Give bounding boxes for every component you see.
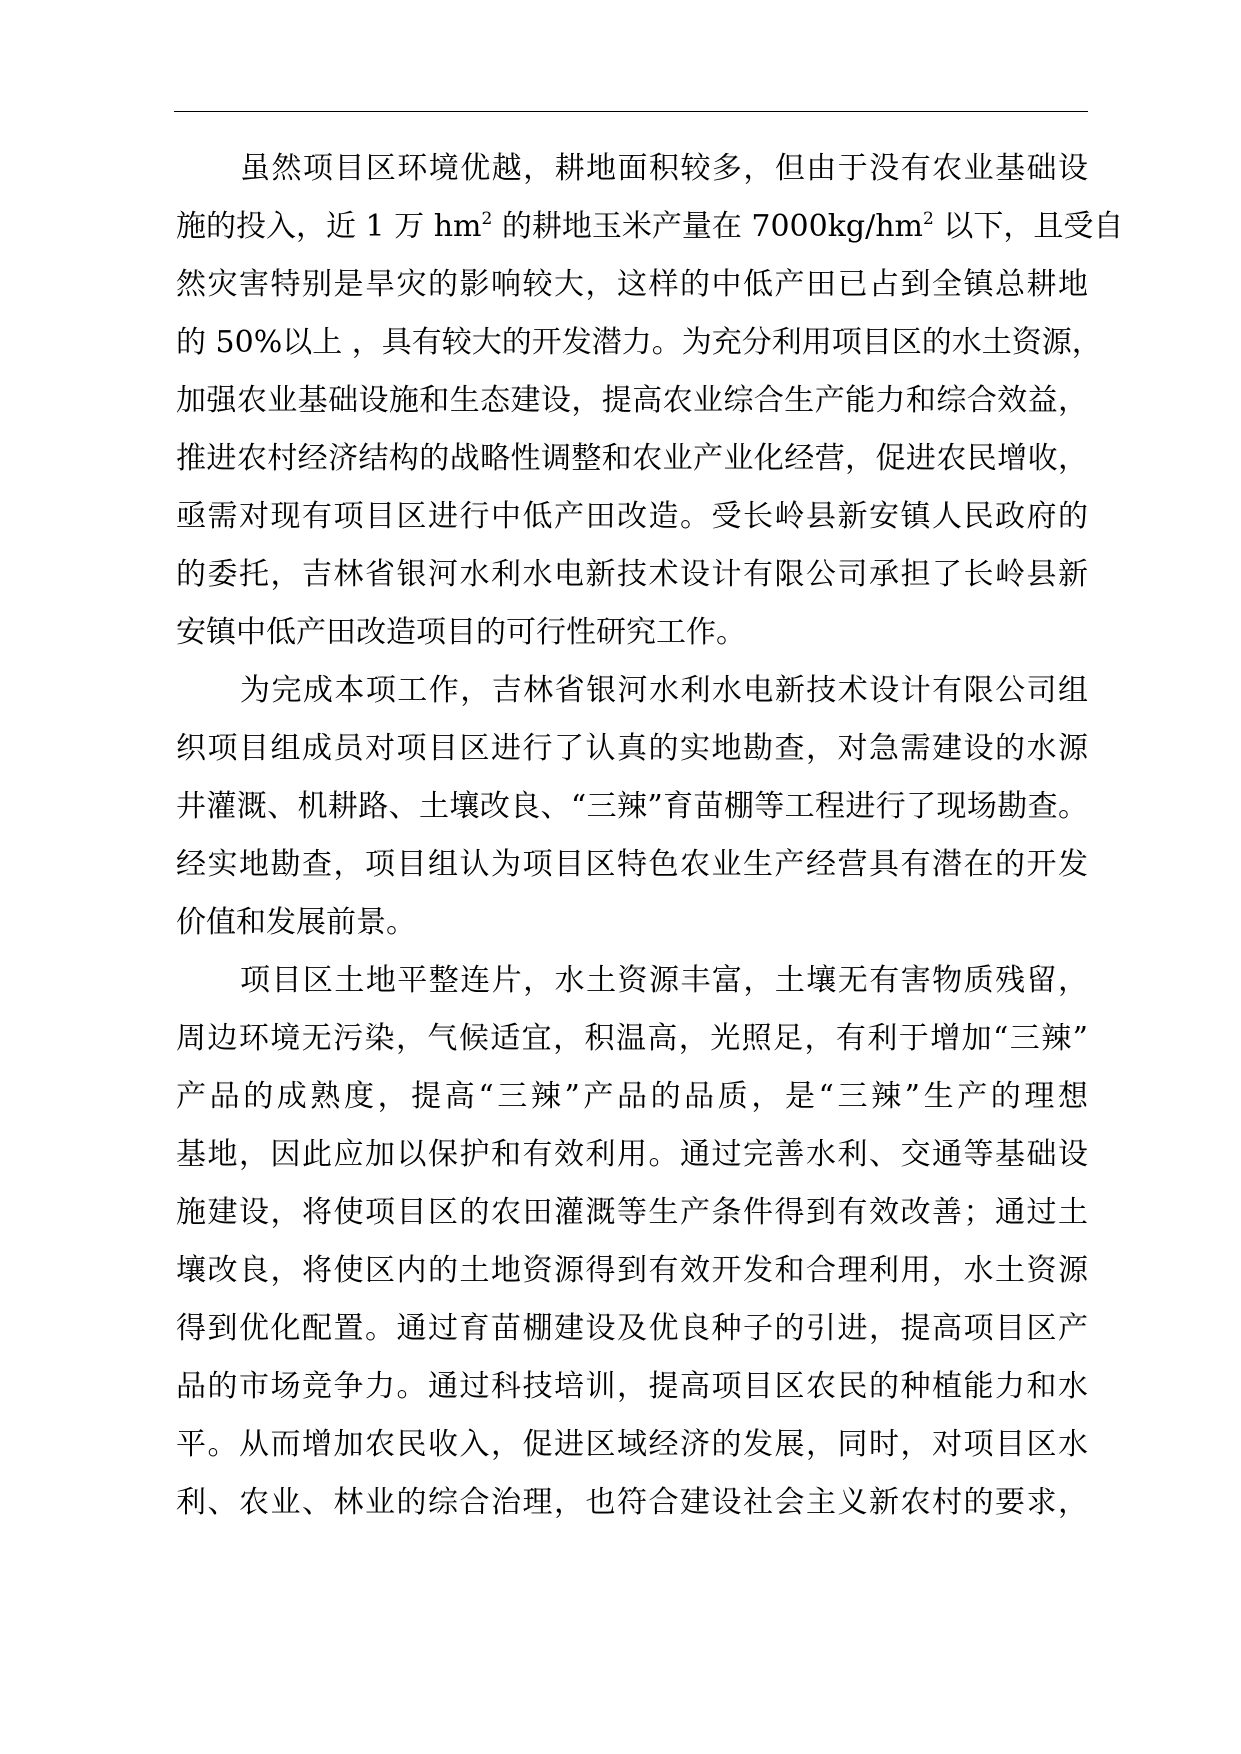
- paragraph-1-line-2: [176, 198, 1124, 256]
- paragraph-2-line-3: 井灌溉、机耕路、土壤改良、“三辣”育苗棚等工程进行了现场勘查。: [176, 789, 1088, 824]
- paragraph-1-line-7: 亟需对现有项目区进行中低产田改造。受长岭县新安镇人民政府的: [176, 499, 1088, 534]
- paragraph-1-line-3: 然灾害特别是旱灾的影响较大，这样的中低产田已占到全镇总耕地: [176, 267, 1088, 302]
- paragraph-3-line-8: 品的市场竞争力。通过科技培训，提高项目区农民的种植能力和水: [176, 1369, 1088, 1404]
- paragraph-1-line-8: 的委托，吉林省银河水利水电新技术设计有限公司承担了长岭县新: [176, 557, 1088, 592]
- paragraph-1-line-4: 的 50%以上 ，具有较大的开发潜力。为充分利用项目区的水土资源，: [176, 325, 1102, 360]
- paragraph-2-line-4: 经实地勘查，项目组认为项目区特色农业生产经营具有潜在的开发: [176, 847, 1088, 882]
- paragraph-2-line-1: 为完成本项工作，吉林省银河水利水电新技术设计有限公司组: [240, 673, 1088, 708]
- paragraph-3-line-2: 周边环境无污染，气候适宜，积温高，光照足，有利于增加“三辣”: [176, 1021, 1088, 1056]
- paragraph-1-line-9: 安镇中低产田改造项目的可行性研究工作。: [176, 615, 746, 650]
- paragraph-3-line-10: 利、农业、林业的综合治理，也符合建设社会主义新农村的要求，: [176, 1485, 1088, 1520]
- paragraph-3-line-9: 平。从而增加农民收入，促进区域经济的发展，同时，对项目区水: [176, 1427, 1088, 1462]
- paragraph-3-line-4: 基地，因此应加以保护和有效利用。通过完善水利、交通等基础设: [176, 1137, 1088, 1172]
- paragraph-3-line-1: 项目区土地平整连片，水土资源丰富，土壤无有害物质残留，: [240, 963, 1088, 998]
- header-rule: [174, 111, 1088, 112]
- paragraph-1-line-2-text: 施的投入，近 1 万 $hm^2$ 的耕地玉米产量在 $7000kg/hm^2$ 以下，且受自: [176, 209, 1124, 244]
- paragraph-3-line-5: 施建设，将使项目区的农田灌溉等生产条件得到有效改善；通过土: [176, 1195, 1088, 1230]
- paragraph-3-line-7: 得到优化配置。通过育苗棚建设及优良种子的引进，提高项目区产: [176, 1311, 1088, 1346]
- paragraph-3-line-3: 产品的成熟度，提高“三辣”产品的品质，是“三辣”生产的理想: [176, 1079, 1088, 1114]
- paragraph-2-line-2: 织项目组成员对项目区进行了认真的实地勘查，对急需建设的水源: [176, 731, 1088, 766]
- superscript-two: 2: [922, 209, 934, 230]
- paragraph-2-line-5: 价值和发展前景。: [176, 905, 416, 940]
- paragraph-1-line-6: 推进农村经济结构的战略性调整和农业产业化经营，促进农民增收，: [176, 441, 1088, 476]
- paragraph-1-line-5: 加强农业基础设施和生态建设，提高农业综合生产能力和综合效益，: [176, 383, 1088, 418]
- superscript-two: 2: [481, 209, 493, 230]
- paragraph-1-line-1: 虽然项目区环境优越，耕地面积较多，但由于没有农业基础设: [240, 151, 1088, 186]
- paragraph-3-line-6: 壤改良，将使区内的土地资源得到有效开发和合理利用，水土资源: [176, 1253, 1088, 1288]
